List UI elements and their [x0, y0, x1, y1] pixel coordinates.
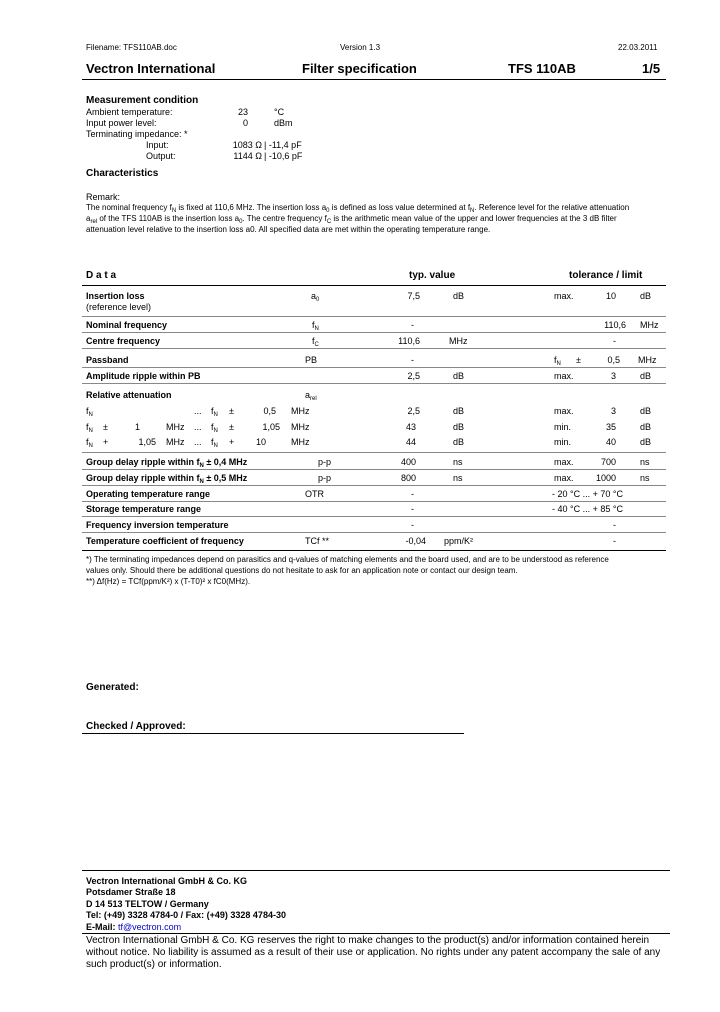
rel1-lim-unit: dB	[640, 406, 652, 416]
insertion-loss-typ: 7,5	[407, 291, 420, 301]
rel2-typ-unit: dB	[453, 422, 465, 432]
insertion-loss-sublabel: (reference level)	[86, 302, 152, 312]
footer-mid-rule	[82, 933, 670, 934]
rel1-typ: 2,5	[407, 406, 420, 416]
checked-label: Checked / Approved:	[86, 721, 186, 732]
header-rule	[82, 79, 666, 80]
row-divider	[82, 316, 666, 317]
ambient-unit: °C	[274, 107, 285, 117]
remark-line-1: The nominal frequency $f_N$ is fixed at 110,6 MHz. The insertion loss $a_0$ is defined as loss value determined at $f_N$. Reference level for the relative attenuation	[86, 203, 630, 214]
ripple-label: Amplitude ripple within PB	[86, 371, 201, 381]
nominal-typ: -	[411, 320, 414, 330]
inversion-lim: -	[613, 520, 616, 530]
insertion-loss-typ-unit: dB	[453, 291, 465, 301]
note1-line1: *) The terminating impedances depend on parasitics and q-values of matching elements and the board used, and are to be understood as reference	[86, 555, 609, 564]
gd1-lim-unit: ns	[640, 457, 650, 467]
footer-street: Potsdamer Straße 18	[86, 887, 176, 897]
rel3-typ-unit: dB	[453, 437, 465, 447]
rel3-op1: +	[103, 437, 109, 447]
table-header-rule	[82, 285, 666, 286]
characteristics-heading: Characteristics	[86, 168, 159, 179]
page-number: 1/5	[642, 61, 661, 76]
rel2-f1: $f_N$	[86, 422, 93, 434]
otr-label: Operating temperature range	[86, 489, 211, 499]
passband-typ: -	[411, 355, 414, 365]
storage-typ: -	[411, 504, 414, 514]
nominal-lim: 110,6	[604, 320, 626, 330]
inversion-typ: -	[411, 520, 414, 530]
rel3-f2: $f_N$	[211, 437, 218, 449]
rel3-lim-type: min.	[554, 437, 572, 447]
ripple-typ: 2,5	[407, 371, 420, 381]
passband-lim-unit: MHz	[638, 355, 657, 365]
row-divider	[82, 332, 666, 333]
footer-top-rule	[82, 870, 670, 871]
insertion-loss-lim-unit: dB	[640, 291, 652, 301]
rel1-op: ±	[229, 406, 234, 416]
note2: **) Δf(Hz) = TCf(ppm/K²) x (T-T0)² x fC0(MHz).	[86, 577, 251, 586]
rel3-typ: 44	[405, 437, 416, 447]
power-value: 0	[242, 118, 248, 128]
remark-label: Remark:	[86, 192, 121, 202]
gd1-label: Group delay ripple within $f_N \pm 0,4$ MHz	[86, 457, 248, 469]
filename: Filename: TFS110AB.doc	[86, 43, 177, 52]
rel1-dots: ...	[194, 406, 202, 416]
rel2-lim-unit: dB	[640, 422, 652, 432]
rel2-unit2: MHz	[291, 422, 310, 432]
rel1-unit2: MHz	[291, 406, 310, 416]
output-label: Output:	[146, 151, 176, 161]
row-divider	[82, 367, 666, 368]
ripple-lim: 3	[610, 371, 616, 381]
centre-label: Centre frequency	[86, 336, 161, 346]
footer-disclaimer: Vectron International GmbH & Co. KG reserves the right to make changes to the product(s) and/or information contained herein without notice. No liability is assumed as a result of their use or application. No rights under any patent accompany the sale of any such product(s) or information.	[86, 935, 661, 970]
rel3-lim: 40	[605, 437, 616, 447]
insertion-loss-lim-type: max.	[554, 291, 574, 301]
gd2-lim-type: max.	[554, 473, 574, 483]
doc-title: Filter specification	[302, 61, 417, 76]
rel1-f2: $f_N$	[211, 406, 218, 418]
centre-lim: -	[613, 336, 616, 346]
row-divider	[82, 516, 666, 517]
power-unit: dBm	[274, 118, 293, 128]
company-title: Vectron International	[86, 61, 216, 76]
storage-label: Storage temperature range	[86, 504, 202, 514]
generated-label: Generated:	[86, 682, 139, 693]
rel3-unit1: MHz	[166, 437, 185, 447]
gd2-typ-unit: ns	[453, 473, 463, 483]
rel3-unit2: MHz	[291, 437, 310, 447]
note1-line2: values only. Should there be additional questions do not hesitate to ask for an application note or contact our design team.	[86, 566, 518, 575]
insertion-loss-symbol: $a_0$	[311, 291, 320, 303]
ripple-typ-unit: dB	[453, 371, 465, 381]
output-capacitance: | -10,6 pF	[264, 151, 303, 161]
rel3-dots: ...	[194, 437, 202, 447]
ripple-lim-type: max.	[554, 371, 574, 381]
rel3-lim-unit: dB	[640, 437, 652, 447]
table-header-typ: typ. value	[409, 270, 456, 281]
nominal-symbol: $f_N$	[312, 320, 319, 332]
insertion-loss-lim: 10	[605, 291, 616, 301]
gd1-typ-unit: ns	[453, 457, 463, 467]
otr-typ: -	[411, 489, 414, 499]
ambient-label: Ambient temperature:	[86, 107, 173, 117]
rel2-unit1: MHz	[166, 422, 185, 432]
gd1-symbol: p-p	[318, 457, 332, 467]
gd2-symbol: p-p	[318, 473, 332, 483]
rel3-val2: 10	[255, 437, 266, 447]
rel2-val1: 1	[134, 422, 140, 432]
tcf-typ: -0,04	[405, 536, 426, 546]
remark-line-2: $a_{rel}$ of the TFS 110AB is the insertion loss $a_0$. The centre frequency $f_C$ is the arithmetic mean value of the upper and lower frequencies at the 3 dB filter	[86, 214, 617, 225]
nominal-label: Nominal frequency	[86, 320, 168, 330]
tcf-typ-unit: ppm/K²	[444, 536, 474, 546]
gd2-lim: 1000	[595, 473, 616, 483]
date: 22.03.2011	[618, 43, 658, 52]
footer-email-row: E-Mail: tf@vectron.com	[86, 922, 182, 932]
rel2-f2: $f_N$	[211, 422, 218, 434]
ripple-lim-unit: dB	[640, 371, 652, 381]
otr-symbol: OTR	[305, 489, 324, 499]
passband-label: Passband	[86, 355, 129, 365]
row-divider	[82, 383, 666, 384]
row-divider	[82, 532, 666, 533]
gd2-label: Group delay ripple within $f_N \pm 0,5$ MHz	[86, 473, 248, 485]
centre-typ-unit: MHz	[449, 336, 468, 346]
measurement-heading: Measurement condition	[86, 95, 199, 106]
storage-lim: - 40 °C ... + 85 °C	[552, 504, 623, 514]
input-value: 1083 Ω	[232, 140, 262, 150]
passband-lim-pm: ±	[576, 355, 581, 365]
passband-lim: 0,5	[607, 355, 620, 365]
passband-symbol: PB	[305, 355, 318, 365]
remark-line-3: attenuation level relative to the insertion loss a0. All specified data are met within the operating temperature range.	[86, 225, 491, 234]
row-divider	[82, 452, 666, 453]
row-divider	[82, 485, 666, 486]
gd2-lim-unit: ns	[640, 473, 650, 483]
rel2-dots: ...	[194, 422, 202, 432]
ambient-value: 23	[237, 107, 248, 117]
rel2-op: ±	[229, 422, 234, 432]
rel3-op: +	[229, 437, 235, 447]
rel2-typ: 43	[405, 422, 416, 432]
rel2-val2: 1,05	[262, 422, 280, 432]
rel2-op1: ±	[103, 422, 108, 432]
rel1-lim: 3	[610, 406, 616, 416]
gd2-typ: 800	[400, 473, 416, 483]
tcf-lim: -	[613, 536, 616, 546]
footer-phone: Tel: (+49) 3328 4784-0 / Fax: (+49) 3328 4784-30	[86, 910, 286, 920]
rel1-typ-unit: dB	[453, 406, 465, 416]
terminating-label: Terminating impedance: *	[86, 129, 188, 139]
relative-label: Relative attenuation	[86, 390, 172, 400]
row-divider	[82, 469, 666, 470]
rel1-lim-type: max.	[554, 406, 574, 416]
rel2-lim: 35	[605, 422, 616, 432]
output-value: 1144 Ω	[233, 151, 262, 161]
table-header-tolerance: tolerance / limit	[569, 270, 643, 281]
table-header-data: D a t a	[86, 270, 117, 281]
passband-lim-fn: $f_N$	[554, 355, 561, 367]
input-label: Input:	[146, 140, 169, 150]
relative-symbol: $a_{rel}$	[305, 390, 317, 402]
table-bottom-rule	[82, 550, 666, 551]
row-divider	[82, 348, 666, 349]
rel3-f1: $f_N$	[86, 437, 93, 449]
centre-symbol: $f_C$	[312, 336, 319, 348]
rel3-val1: 1,05	[138, 437, 156, 447]
email-link[interactable]: tf@vectron.com	[118, 922, 182, 932]
gd1-typ: 400	[400, 457, 416, 467]
otr-lim: - 20 °C ... + 70 °C	[552, 489, 623, 499]
gd1-lim: 700	[600, 457, 616, 467]
signoff-rule	[82, 733, 464, 734]
insertion-loss-label: Insertion loss	[86, 291, 145, 301]
footer-city: D 14 513 TELTOW / Germany	[86, 899, 209, 909]
rel1-val2: 0,5	[263, 406, 276, 416]
nominal-lim-unit: MHz	[640, 320, 659, 330]
rel2-lim-type: min.	[554, 422, 572, 432]
tcf-symbol: TCf **	[305, 536, 330, 546]
version: Version 1.3	[340, 43, 381, 52]
inversion-label: Frequency inversion temperature	[86, 520, 229, 530]
rel1-f1: $f_N$	[86, 406, 93, 418]
input-capacitance: | -11,4 pF	[264, 140, 302, 150]
centre-typ: 110,6	[398, 336, 420, 346]
part-number: TFS 110AB	[508, 61, 576, 76]
row-divider	[82, 501, 666, 502]
gd1-lim-type: max.	[554, 457, 574, 467]
power-label: Input power level:	[86, 118, 157, 128]
footer-company: Vectron International GmbH & Co. KG	[86, 876, 248, 886]
tcf-label: Temperature coefficient of frequency	[86, 536, 244, 546]
